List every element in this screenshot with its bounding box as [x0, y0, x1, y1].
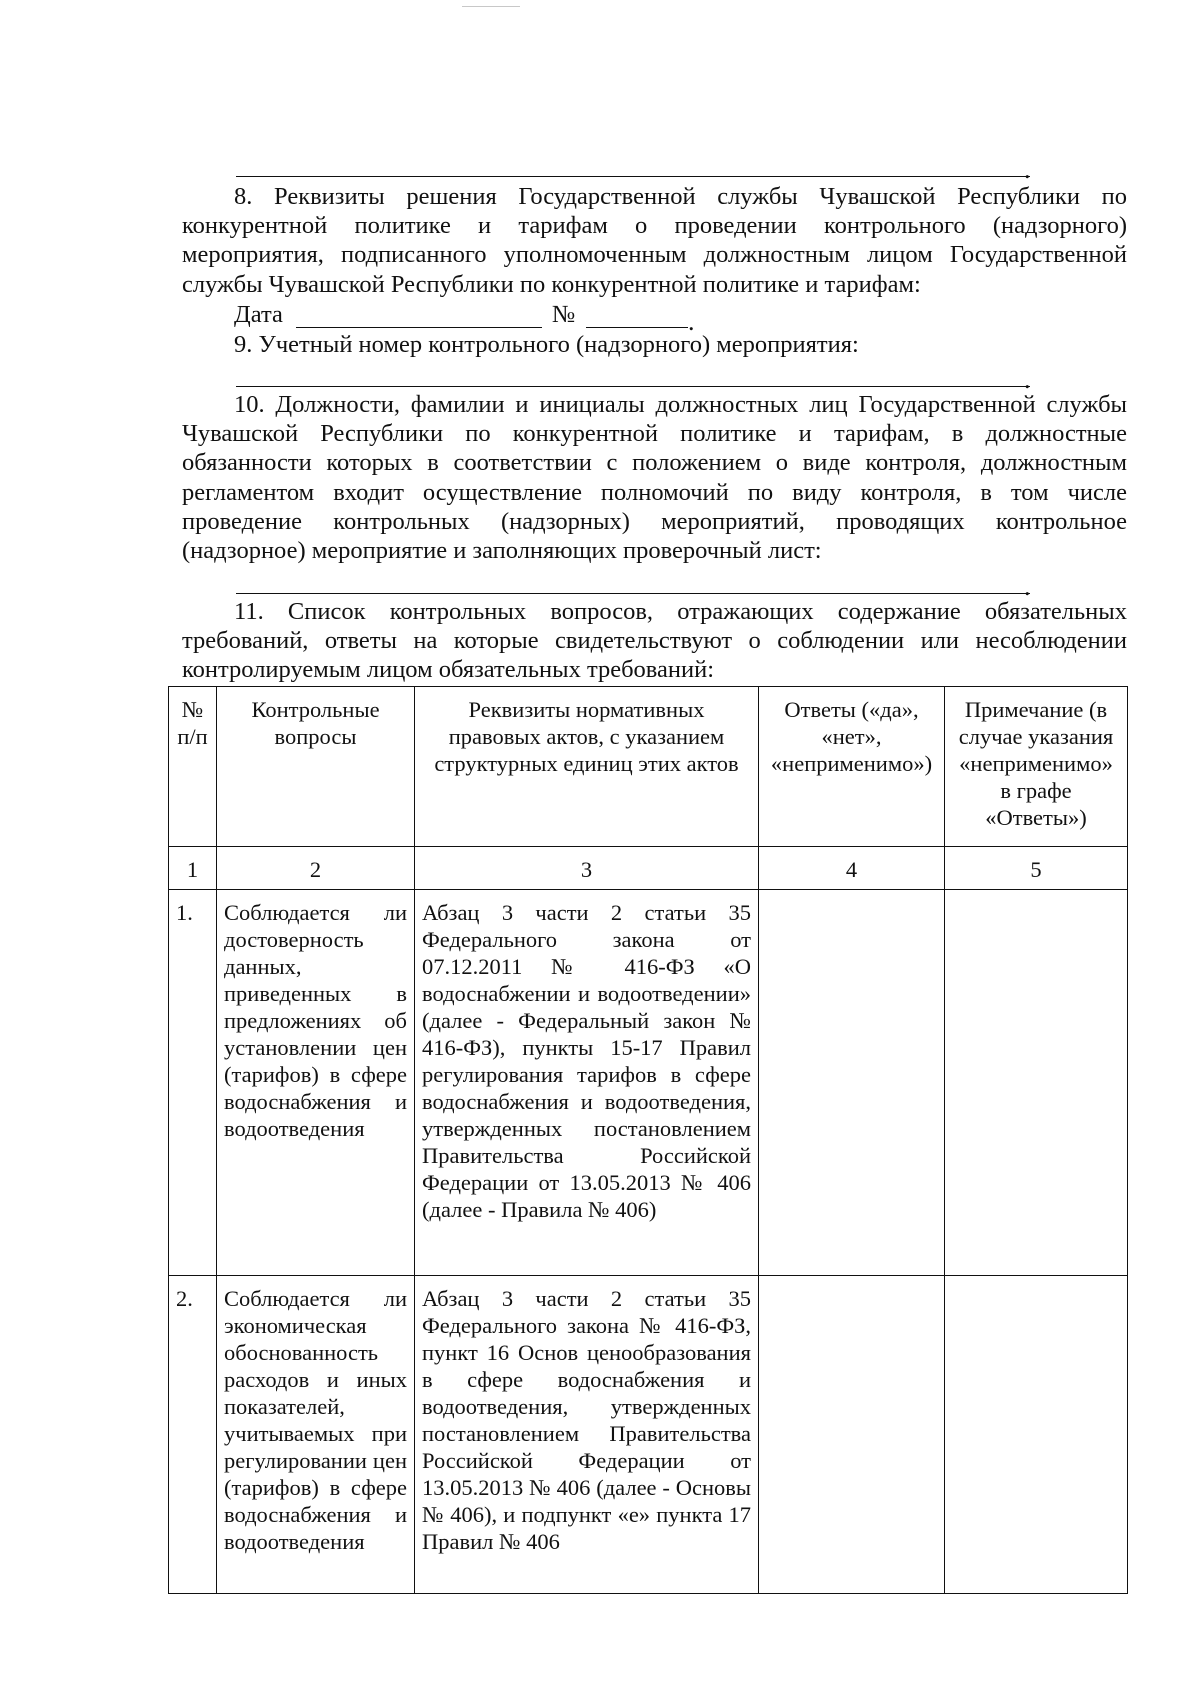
- scan-mark: [462, 6, 520, 7]
- number-field[interactable]: [586, 327, 688, 328]
- section-9-text: 9. Учетный номер контрольного (надзорного) мероприятия:: [234, 331, 859, 358]
- note-cell[interactable]: [945, 890, 1128, 1276]
- line-end-dot: .: [1024, 572, 1031, 601]
- table-header-row: [169, 687, 1128, 847]
- line-end-dot: .: [688, 307, 695, 336]
- line-end-dot: .: [1024, 365, 1031, 394]
- column-number: 2: [217, 847, 415, 890]
- column-number-row: [169, 847, 1128, 890]
- control-question: Соблюдается ли экономическая обоснованность расходов и иных показателей, учитываемых при регулировании цен (тарифов) в сфере водоснабжения и водоотведения: [217, 1276, 415, 1594]
- date-number-row: [234, 300, 283, 329]
- row-number: 2.: [169, 1276, 217, 1594]
- section-8-text: 8. Реквизиты решения Государственной службы Чувашской Республики по конкурентной политике и тарифам о проведении контрольного (надзорного) мероприятия, подписанного уполномоченным должностным лицом Государственной службы Чувашской Республики по конкурентной политике и тарифам:: [182, 183, 1127, 298]
- answer-cell[interactable]: [759, 1276, 945, 1594]
- header-answers: Ответы («да», «нет», «неприменимо»): [759, 687, 945, 847]
- control-question: Соблюдается ли достоверность данных, приведенных в предложениях об установлении цен (тарифов) в сфере водоснабжения и водоотведения: [217, 890, 415, 1276]
- header-questions: Контрольные вопросы: [217, 687, 415, 847]
- date-field[interactable]: [296, 327, 542, 328]
- line-end-dot: .: [1024, 155, 1031, 184]
- header-requisites: Реквизиты нормативных правовых актов, с указанием структурных единиц этих актов: [415, 687, 759, 847]
- header-number: № п/п: [169, 687, 217, 847]
- number-label: №: [552, 301, 576, 328]
- officials-field[interactable]: [236, 593, 1030, 594]
- number-label-wrap: [552, 300, 575, 329]
- date-label: Дата: [234, 301, 283, 328]
- answer-cell[interactable]: [759, 890, 945, 1276]
- table-row: [169, 1276, 1128, 1594]
- table-row: [169, 890, 1128, 1276]
- section-10-text: 10. Должности, фамилии и инициалы должностных лиц Государственной службы Чувашской Республики по конкурентной политике и тарифам, в должностные обязанности которых в соответствии с положением о виде контроля, должностным регламентом входит осуществление полномочий по виду контроля, в том числе проведение контрольных (надзорных) мероприятий, проводящих контрольное (надзорное) мероприятие и заполняющих проверочный лист:: [182, 391, 1127, 565]
- column-number: 3: [415, 847, 759, 890]
- blank-line-section7[interactable]: [236, 176, 1030, 177]
- registration-number-field[interactable]: [236, 386, 1030, 387]
- column-number: 1: [169, 847, 217, 890]
- legal-requisites: Абзац 3 части 2 статьи 35 Федерального закона от 07.12.2011 № 416-ФЗ «О водоснабжении и водоотведении» (далее - Федеральный закон № 416-ФЗ), пункты 15-17 Правил регулирования тарифов в сфере водоснабжения и водоотведения, утвержденных постановлением Правительства Российской Федерации от 13.05.2013 № 406 (далее - Правила № 406): [415, 890, 759, 1276]
- header-note: Примечание (в случае указания «неприменимо» в графе «Ответы»): [945, 687, 1128, 847]
- legal-requisites: Абзац 3 части 2 статьи 35 Федерального закона № 416-ФЗ, пункт 16 Основ ценообразования в сфере водоснабжения и водоотведения, утвержденных постановлением Правительства Российской Федерации от 13.05.2013 № 406 (далее - Основы № 406), и подпункт «е» пункта 17 Правил № 406: [415, 1276, 759, 1594]
- column-number: 4: [759, 847, 945, 890]
- note-cell[interactable]: [945, 1276, 1128, 1594]
- row-number: 1.: [169, 890, 217, 1276]
- checklist-table: [168, 686, 1128, 1594]
- column-number: 5: [945, 847, 1128, 890]
- section-11-text: 11. Список контрольных вопросов, отражающих содержание обязательных требований, ответы на которые свидетельствуют о соблюдении или несоблюдении контролируемым лицом обязательных требований:: [182, 598, 1127, 684]
